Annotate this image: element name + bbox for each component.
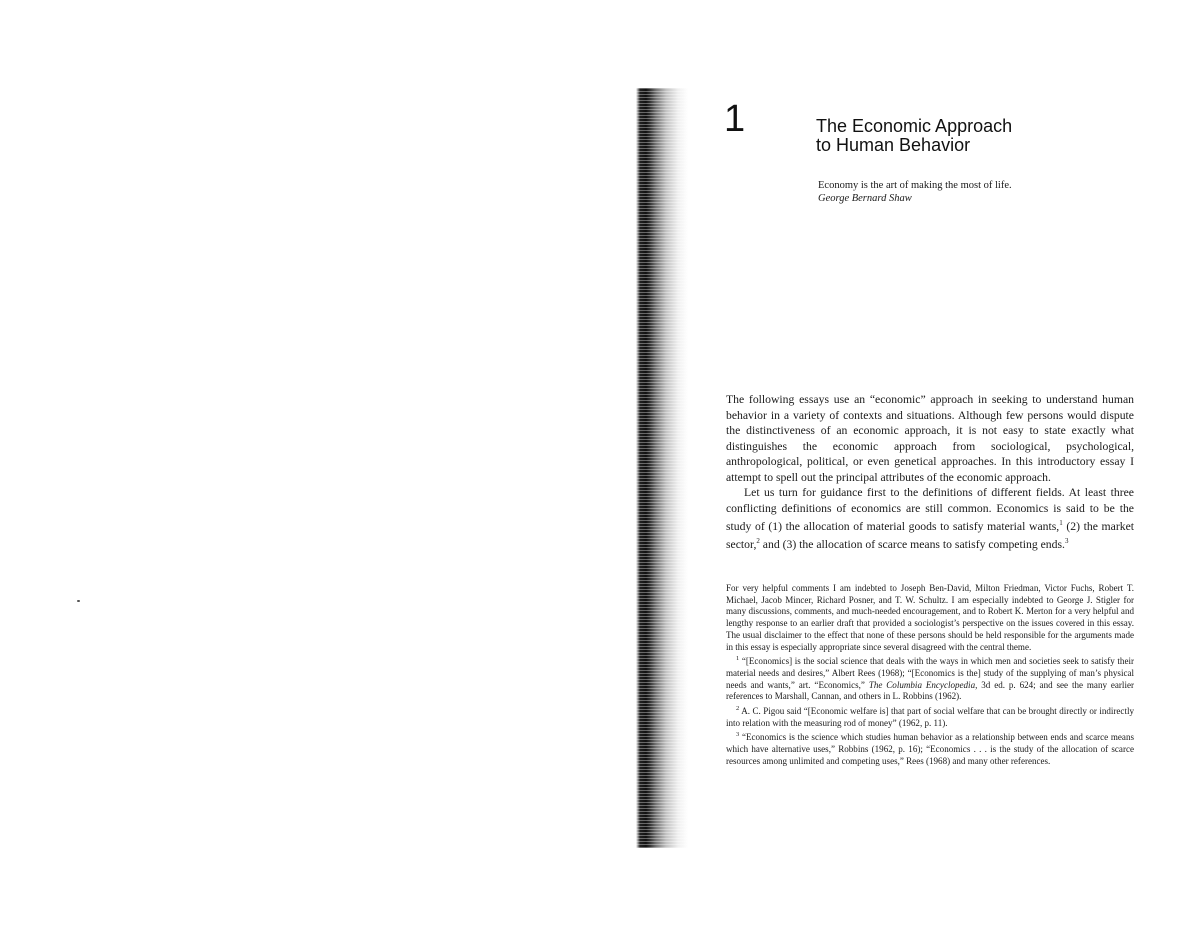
- acknowledgment-note: For very helpful comments I am indebted to Joseph Ben-David, Milton Friedman, Victor Fuchs, Robert T. Michael, Jacob Mincer, Richard Posner, and T. W. Schultz. I am especially indebted to George J. Stigler for many discussions, comments, and much-needed encouragement, and to Robert K. Merton for a very helpful and lengthy response to an earlier draft that provided a sociologist’s perspective on the issues covered in this essay. The usual disclaimer to the effect that none of these persons should be held responsible for the arguments made in this essay is especially appropriate since several disagreed with the central theme.: [726, 583, 1134, 652]
- footnote-2-text: A. C. Pigou said “[Economic welfare is] that part of social welfare that can be brought directly or indirectly into relation with the measuring rod of money” (1962, p. 11).: [726, 706, 1134, 728]
- footnote-1-text-b: 3d ed. p. 624; and see the many earlier references to Marshall, Cannan, and others in L. Robbins (1962).: [726, 679, 1134, 702]
- footnote-1-mark: 1: [736, 655, 740, 663]
- footnote-1-text-a: “[Economics] is the social science that deals with the ways in which men and societies seek to satisfy their material needs and desires,” Albert Rees (1968); “[Economics is the] study of the supplying of man’s physical needs and wants,” art. “Economics,”: [726, 656, 1134, 690]
- body-paragraph-1: The following essays use an “economic” approach in seeking to understand human behavior in a variety of contexts and situations. Although few persons would dispute the distinctiveness of an economic approach, it is not easy to state exactly what distinguishes the economic approach from sociological, psychological, anthropological, political, or even genetical approaches. In this introductory essay I attempt to spell out the principal attributes of the economic approach.: [726, 393, 1134, 484]
- body-paragraph-2: [726, 485, 1134, 553]
- footnote-1: [726, 653, 1134, 703]
- footnote-3-text: “Economics is the science which studies human behavior as a relationship between ends and scarce means which have alternative uses,” Robbins (1962, p. 16); “Economics . . . is the study of the allocation of scarce resources among unlimited and competing uses,” Rees (1968) and many other references.: [726, 732, 1134, 766]
- footnote-2: [726, 703, 1134, 729]
- chapter-title-line-2: to Human Behavior: [816, 135, 971, 155]
- chapter-title-line-1: The Economic Approach: [816, 116, 1013, 136]
- paragraph-2-mid: (2) the market sector,: [726, 519, 1135, 552]
- epigraph: [818, 179, 1118, 205]
- epigraph-quote: Economy is the art of making the most of life.: [818, 180, 1012, 191]
- footnote-2-mark: 2: [736, 705, 740, 713]
- footnote-1-italic-title: The Columbia Encyclopedia,: [868, 679, 978, 690]
- footnote-ref-1: 1: [1059, 519, 1063, 527]
- scan-speck: [77, 600, 80, 602]
- footnotes: [726, 583, 1134, 768]
- chapter-title: [816, 117, 1116, 155]
- epigraph-attribution: George Bernard Shaw: [818, 193, 912, 204]
- footnote-3: [726, 729, 1134, 767]
- paragraph-2-lead: Let us turn for guidance first to the definitions of different fields. At least three conflicting definitions of economics are still common. Economics is said to be the study of (1) the allocation of material goods to satisfy material wants,: [726, 486, 1134, 533]
- book-spine-shadow: [636, 88, 688, 848]
- right-page: [690, 0, 1200, 927]
- footnote-3-mark: 3: [736, 731, 740, 739]
- footnote-ref-2: 2: [756, 537, 760, 546]
- footnote-ref-3: 3: [1064, 537, 1069, 546]
- body-text: [726, 392, 1134, 553]
- chapter-number: 1: [724, 98, 746, 140]
- paragraph-2-tail: and (3) the allocation of scarce means to satisfy competing ends.: [759, 538, 1065, 552]
